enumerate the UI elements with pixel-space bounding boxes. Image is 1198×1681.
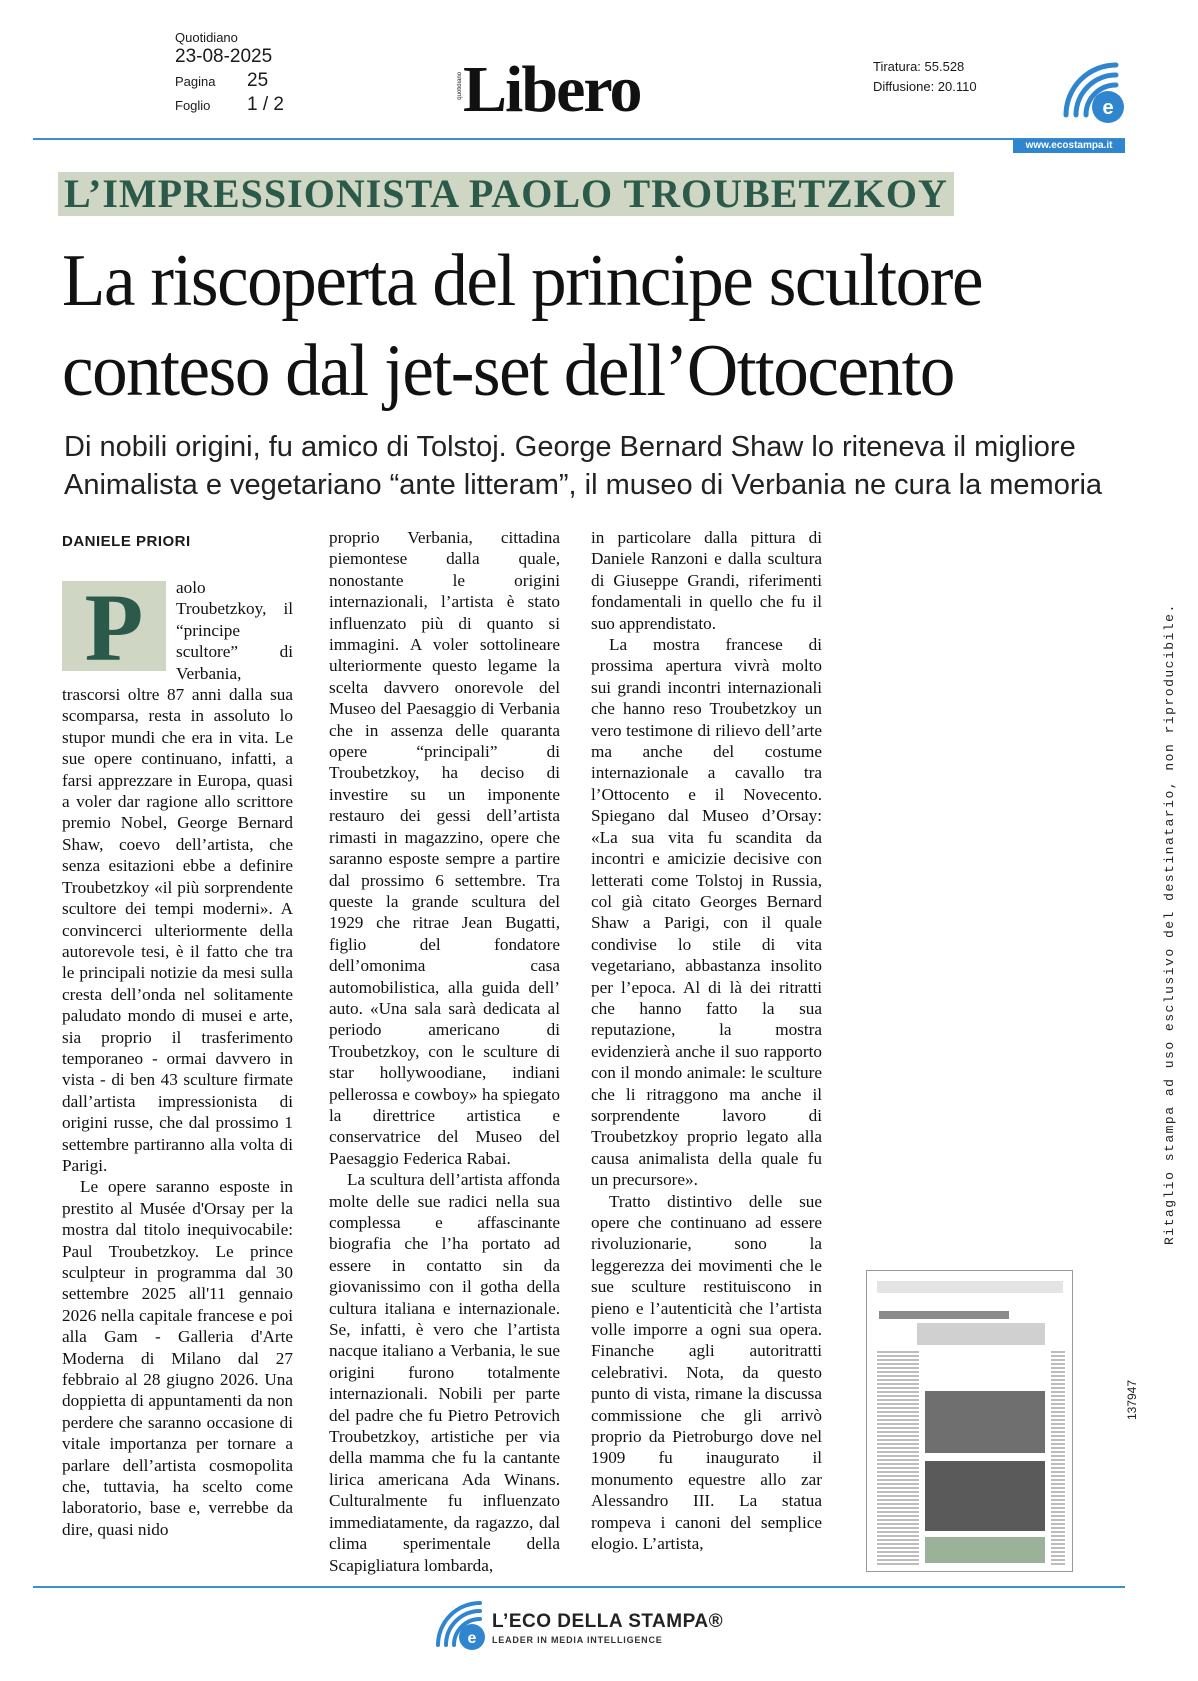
paragraph: aolo Troubetzkoy, il “principe scultore” di Verbania, trascorsi oltre 87 anni dalla sua scomparsa, resta in assoluto lo stupor mundi che era in vita. Le sue opere continuano, infatti, a farsi apprezzare in Europa, quasi a voler dar ragione allo scrittore premio Nobel, George Bernard Shaw, coevo dell’artista, che senza esitazioni ebbe a definire Troubetzkoy «il più sorprendente scultore dei tempi moderni». A convincerci ulteriormente della autorevole tesi, è il fatto che tra le principali notizie da mesi sulla cresta dell’onda nel solitamente paludato mondo di musei e arte, sia proprio il trasferimento temporaneo - ormai davvero in vista - di ben 43 sculture firmate dall’artista impressionista di origini russe, che dal prossimo 1 settembre partiranno alla volta di Parigi. xyxy=(62,578,293,1175)
article-byline: DANIELE PRIORI xyxy=(62,533,191,550)
type-label: Quotidiano xyxy=(175,30,238,45)
page-number: 25 xyxy=(247,70,269,91)
page-thumbnail xyxy=(866,1270,1073,1572)
paragraph: Le opere saranno esposte in prestito al Musée d'Orsay per la mostra dal titolo inequivocabile: Paul Troubetzkoy. Le prince sculpteur in programma dal 30 settembre 2025 all'11 gennaio 2026 nella capitale francese e poi alla Gam - Galleria d'Arte Moderna di Milano dal 27 febbraio al 28 giugno 2026. Una doppietta di appuntamenti da non perdere che saranno occasione di vitale importanza per tornare a parlare dell’artista cosmopolita che, tuttavia, ha scelto come laboratorio, base e, verrebbe da dire, quasi nido xyxy=(62,1177,293,1539)
footer-tagline: LEADER IN MEDIA INTELLIGENCE xyxy=(492,1635,663,1645)
eco-stampa-footer-logo-icon xyxy=(432,1597,488,1653)
top-rule xyxy=(33,138,1125,140)
thumb-column xyxy=(877,1351,919,1566)
issue-date: 23-08-2025 xyxy=(175,46,273,67)
eco-url: www.ecostampa.it xyxy=(1013,139,1125,153)
thumb-kicker xyxy=(879,1311,1009,1319)
tiratura: Tiratura: 55.528 xyxy=(873,59,965,74)
masthead-title: Libero xyxy=(463,53,641,126)
standfirst-line-2: Animalista e vegetariano “ante litteram”, il museo di Verbania ne cura la memoria xyxy=(64,469,1103,501)
copyright-notice: Ritaglio stampa ad uso esclusivo del destinatario, non riproducibile. xyxy=(1162,603,1177,1245)
page-label: Pagina xyxy=(175,74,216,89)
eco-stampa-logo-icon xyxy=(1058,57,1128,127)
headline-line-1: La riscoperta del principe scultore xyxy=(62,240,983,322)
standfirst-line-1: Di nobili origini, fu amico di Tolstoj. George Bernard Shaw lo riteneva il migliore xyxy=(64,431,1076,463)
svg-text:e: e xyxy=(467,1630,477,1647)
thumb-headline xyxy=(917,1323,1045,1345)
drop-cap: P xyxy=(62,581,166,671)
article-standfirst xyxy=(64,428,1164,504)
article-column-1 xyxy=(62,574,293,1540)
paragraph: proprio Verbania, cittadina piemontese dalla quale, nonostante le origini internazionali, l’artista è stato influenzato più di quanto si immagini. A voler sottolineare ulteriormente questo legame la scelta davvero onorevole del Museo del Paesaggio di Verbania che in assenza delle quaranta opere “principali” di Troubetzkoy, ha deciso di investire su un imponente restauro dei gessi dell’artista rimasti in magazzino, opere che saranno esposte sempre a partire dal prossimo 6 settembre. Tra queste la grande scultura del 1929 che ritrae Jean Bugatti, figlio del fondatore dell’omonima casa automobilistica, alla guida dell’ auto. «Una sala sarà dedicata al periodo americano di Troubetzkoy, con le sculture di star hollywoodiane, indiani pellerossa e cowboy» ha spiegato la direttrice artistica e conservatrice del Museo del Paesaggio Federica Rabai. xyxy=(329,528,560,1168)
newspaper-masthead xyxy=(455,53,695,138)
thumb-image xyxy=(925,1391,1045,1453)
thumb-image xyxy=(925,1537,1045,1563)
headline-line-2: conteso dal jet-set dell’Ottocento xyxy=(62,330,955,412)
paragraph: La mostra francese di prossima apertura vivrà molto sui grandi incontri internazionali che hanno reso Troubetzkoy un vero testimone di rilievo dell’arte ma anche del costume internazionale a cavallo tra l’Ottocento e il Novecento. Spiegano dal Museo d’Orsay: «La sua vita fu scandita da incontri e amicizie decisive con letterati come Tolstoj in Russia, col già citato Georges Bernard Shaw a Parigi, con il quale condivise lo stile di vita vegetariano, abbastanza insolito per l’epoca. Al di là dei ritratti che hanno fatto la sua reputazione, la mostra evidenzierà anche il suo rapporto con il mondo animale: le sculture che li ritraggono ma anche il sorprendente lavoro di Troubetzkoy proprio legato alla causa animalista della quale fu un precursore». xyxy=(591,635,822,1190)
thumb-image xyxy=(925,1461,1045,1531)
bottom-rule xyxy=(33,1586,1125,1588)
circulation-info xyxy=(873,57,977,97)
sheet-label: Foglio xyxy=(175,98,211,113)
diffusione: Diffusione: 20.110 xyxy=(873,79,977,94)
paragraph: La scultura dell’artista affonda molte delle sue radici nella sua complessa e affascinante biografia che l’ha portato ad essere in contatto sin da giovanissimo con il gotha della cultura italiana e internazionale. Se, infatti, è vero che l’artista nacque italiano a Verbania, le sue origini furono totalmente internazionali. Nobili per parte del padre che fu Pietro Petrovich Troubetzkoy, artistiche per via della mamma che fu la cantante lirica americana Ada Winans. Culturalmente fu influenzato immediatamente, da ragazzo, dal clima sperimentale della Scapigliatura lombarda, xyxy=(329,1170,560,1575)
paragraph: Tratto distintivo delle sue opere che continuano ad essere rivoluzionarie, sono la leggerezza dei movimenti che le sue sculture restituiscono in pieno e l’autenticità che l’artista volle imporre a ogni sua opera. Finanche agli autoritratti celebrativi. Nota, da questo punto di vista, rimane la discussa commissione che gli arrivò proprio da Pietroburgo dove nel 1909 fu inaugurato il monumento equestre allo zar Alessandro III. La statua rompeva i canoni del semplice elogio. L’artista, xyxy=(591,1191,822,1554)
sheet-number: 1 / 2 xyxy=(247,94,284,115)
paragraph: in particolare dalla pittura di Daniele Ranzoni e dalla scultura di Giuseppe Grandi, riferimenti fondamentali in quello che fu il suo apprendistato. xyxy=(591,528,822,633)
footer-brand xyxy=(432,1597,732,1657)
thumb-header xyxy=(877,1281,1063,1293)
svg-text:e: e xyxy=(1102,97,1114,119)
clip-metadata xyxy=(175,30,284,118)
article-column-2 xyxy=(329,527,560,1576)
article-column-3 xyxy=(591,527,822,1555)
article-kicker: L’IMPRESSIONISTA PAOLO TROUBETZKOY xyxy=(58,172,954,216)
clip-code: 137947 xyxy=(1125,1380,1139,1421)
footer-brand-name: L’ECO DELLA STAMPA® xyxy=(492,1611,724,1632)
article-headline xyxy=(62,236,1099,416)
masthead-small: quotidiano xyxy=(457,72,463,100)
thumb-column xyxy=(1051,1351,1065,1566)
